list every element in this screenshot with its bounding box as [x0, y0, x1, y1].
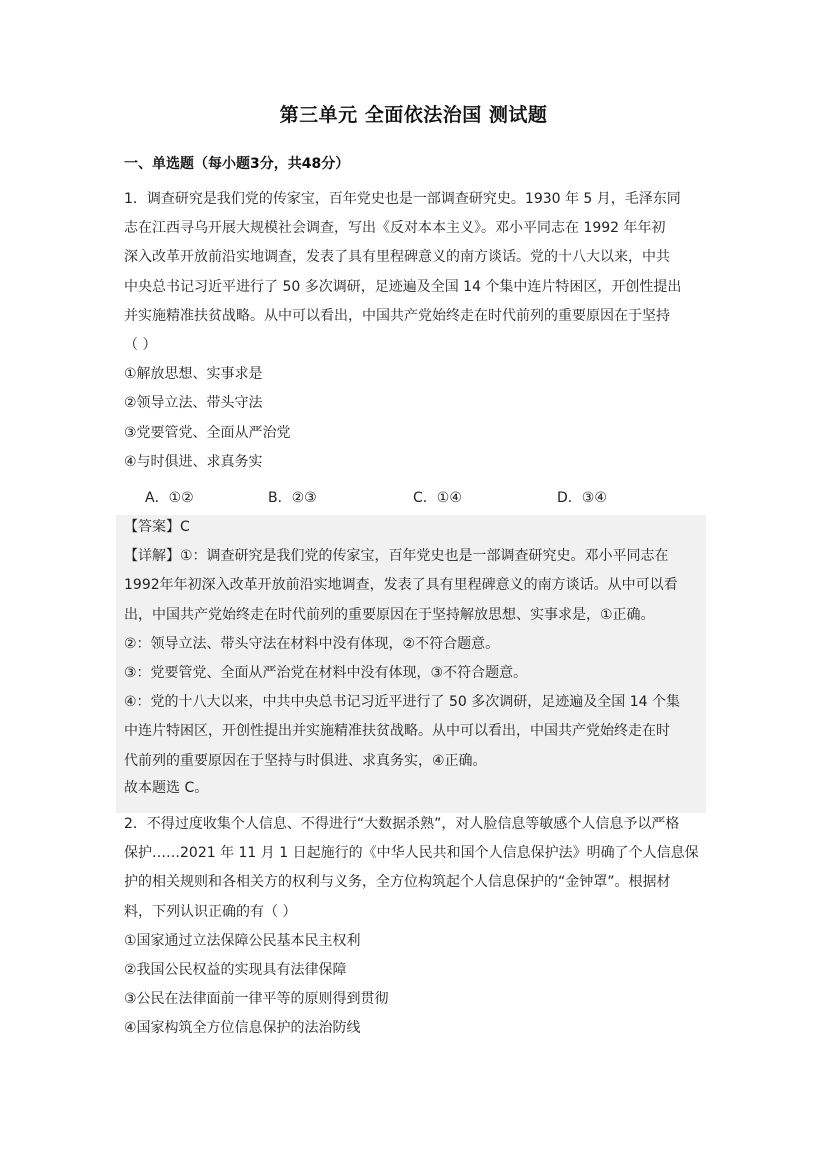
explanation-line: ③：党要管党、全面从严治党在材料中没有体现，③不符合题意。	[124, 665, 528, 682]
option-c: C．①④	[413, 490, 462, 506]
explanation-line: 1992年年初深入改革开放前沿实地调查，发表了具有里程碑意义的南方谈话。从中可以看	[124, 577, 678, 594]
explanation-line: 【详解】①：调查研究是我们党的传家宝，百年党史也是一部调查研究史。邓小平同志在	[124, 548, 669, 565]
question-2-stem-line: 2．不得过度收集个人信息、不得进行“大数据杀熟”，对人脸信息等敏感个人信息予以严格	[124, 816, 680, 832]
explanation-line: 出，中国共产党始终走在时代前列的重要原因在于坚持解放思想、实事求是，①正确。	[124, 606, 655, 623]
question-2-statement: ②我国公民权益的实现具有法律保障	[124, 962, 347, 979]
explanation-line: 中连片特困区，开创性提出并实施精准扶贫战略。从中可以看出，中国共产党始终走在时	[124, 723, 670, 740]
question-2-stem-line: 护的相关规则和各相关方的权利与义务，全方位构筑起个人信息保护的“金钟罩”。根据材	[124, 874, 671, 891]
explanation-line: ②：领导立法、带头守法在材料中没有体现，②不符合题意。	[124, 635, 500, 652]
question-1-statement: ④与时俱进、求真务实	[124, 453, 263, 470]
question-1-stem-line: 中央总书记习近平进行了 50 多次调研，足迹遍及全国 14 个集中连片特困区，开创性提出	[124, 278, 682, 295]
question-2-stem-line: 保护……2021 年 11 月 1 日起施行的《中华人民共和国个人信息保护法》明确了个人信息保	[124, 845, 699, 862]
question-2-statement: ④国家构筑全方位信息保护的法治防线	[124, 1020, 361, 1037]
section-heading: 一、单选题（每小题3分，共48分）	[124, 156, 350, 172]
question-2-stem-line: 料，下列认识正确的有（ ）	[124, 903, 297, 920]
question-2	[124, 810, 704, 1044]
question-1-stem-line: 志在江西寻乌开展大规模社会调查，写出《反对本本主义》。邓小平同志在 1992 年年初	[124, 220, 666, 237]
question-1-stem-line: （ ）	[124, 337, 157, 354]
answer-label: 【答案】C	[124, 519, 190, 535]
option-b: B．②③	[268, 490, 317, 506]
question-2-statement: ①国家通过立法保障公民基本民主权利	[124, 932, 361, 949]
page-title: 第三单元 全面依法治国 测试题	[279, 104, 548, 126]
question-1-stem-line: 深入改革开放前沿实地调查，发表了具有里程碑意义的南方谈话。党的十八大以来，中共	[124, 249, 670, 266]
question-1-statement: ②领导立法、带头守法	[124, 395, 263, 412]
question-1-statement: ③党要管党、全面从严治党	[124, 424, 291, 441]
explanation-line: 故本题选 C。	[124, 779, 209, 796]
question-2-statement: ③公民在法律面前一律平等的原则得到贯彻	[124, 991, 389, 1008]
question-1-stem-line: 1．调查研究是我们党的传家宝，百年党史也是一部调查研究史。1930 年 5 月，毛泽东同	[124, 191, 681, 207]
explanation-line: 代前列的重要原因在于坚持与时俱进、求真务实，④正确。	[124, 752, 487, 769]
question-1	[124, 185, 704, 477]
question-1-options	[145, 487, 705, 509]
explanation-line: ④：党的十八大以来，中共中央总书记习近平进行了 50 多次调研，足迹遍及全国 14 个集	[124, 694, 680, 711]
question-1-answer-explanation	[124, 513, 706, 800]
question-1-stem-line: 并实施精准扶贫战略。从中可以看出，中国共产党始终走在时代前列的重要原因在于坚持	[124, 307, 670, 324]
option-d: D．③④	[557, 490, 607, 506]
option-a: A．①②	[145, 490, 194, 506]
question-1-statement: ①解放思想、实事求是	[124, 366, 263, 383]
